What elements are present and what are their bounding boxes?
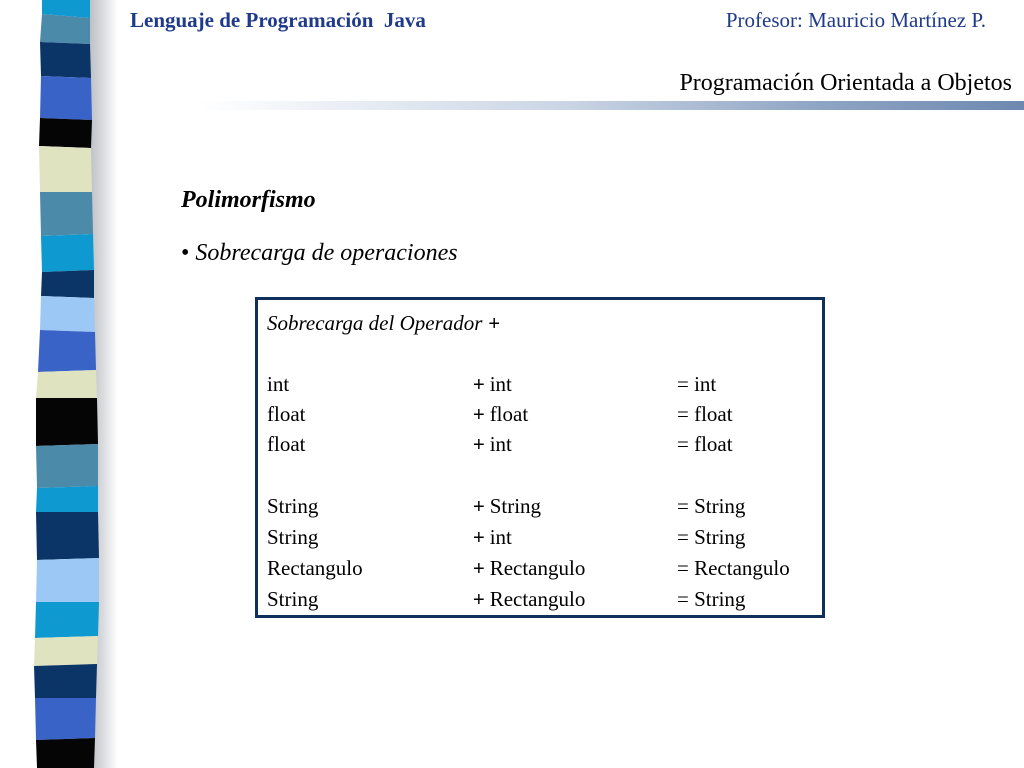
bullet-symbol: •: [181, 240, 190, 266]
bullet-text: Sobrecarga de operaciones: [195, 240, 458, 266]
section-heading: Polimorfismo: [181, 187, 316, 213]
table-caption: [267, 311, 500, 336]
equals-symbol: =: [677, 402, 689, 426]
equals-symbol: =: [677, 556, 689, 580]
decorative-stripe: [0, 0, 100, 768]
plus-symbol: +: [473, 589, 485, 611]
slide-subtitle: Programación Orientada a Objetos: [679, 70, 1012, 96]
course-title: Lenguaje de Programación Java: [130, 8, 426, 32]
stripe-band: [40, 76, 92, 120]
right-operand-cell: [473, 525, 512, 550]
stripe-band: [39, 146, 92, 192]
right-operand-cell: [473, 587, 585, 612]
stripe-band: [34, 664, 97, 698]
equals-symbol: =: [677, 525, 689, 549]
result-type: Rectangulo: [694, 556, 790, 580]
left-operand: String: [267, 494, 319, 518]
left-operand: Rectangulo: [267, 556, 363, 580]
plus-symbol: +: [473, 404, 485, 426]
result-cell: [677, 402, 733, 427]
bullet-item: [181, 240, 458, 267]
equals-symbol: =: [677, 494, 689, 518]
caption-text: Sobrecarga del Operador: [267, 311, 483, 335]
stripe-band: [40, 296, 95, 332]
equals-symbol: =: [677, 432, 689, 456]
stripe-band: [36, 486, 98, 512]
result-type: String: [694, 587, 746, 611]
right-operand: int: [489, 372, 512, 396]
result-type: float: [694, 432, 733, 456]
result-cell: [677, 432, 733, 457]
result-cell: [677, 525, 745, 550]
result-type: String: [694, 494, 746, 518]
stripe-band: [36, 444, 98, 488]
plus-symbol: +: [473, 374, 485, 396]
stripe-band: [40, 42, 91, 78]
right-operand: Rectangulo: [489, 556, 586, 580]
left-operand: int: [267, 372, 290, 396]
left-operand: String: [267, 587, 319, 611]
stripe-band: [39, 118, 92, 148]
stripe-band: [40, 192, 93, 236]
stripe-band: [41, 270, 94, 298]
plus-symbol: +: [473, 558, 485, 580]
left-operand: String: [267, 525, 319, 549]
professor-name: Profesor: Mauricio Martínez P.: [725, 8, 986, 32]
stripe-graphic: [0, 0, 100, 768]
plus-symbol: +: [473, 434, 485, 456]
result-cell: [677, 372, 716, 397]
caption-operator: +: [488, 313, 501, 335]
left-operand: float: [267, 432, 306, 456]
result-type: int: [694, 372, 717, 396]
stripe-band: [36, 512, 99, 560]
right-operand-cell: [473, 372, 512, 397]
stripe-band: [36, 558, 99, 602]
stripe-band: [41, 234, 94, 272]
right-operand: float: [489, 402, 529, 426]
operator-table: [255, 297, 825, 618]
stripe-band: [36, 370, 97, 398]
stripe-band: [35, 698, 96, 740]
right-operand: String: [489, 494, 542, 518]
result-cell: [677, 494, 745, 519]
stripe-band: [36, 738, 95, 768]
equals-symbol: =: [677, 587, 689, 611]
right-operand: int: [489, 525, 512, 549]
right-operand-cell: [473, 556, 585, 581]
stripe-band: [34, 636, 98, 666]
result-type: float: [694, 402, 733, 426]
left-operand: float: [267, 402, 306, 426]
stripe-band: [38, 330, 96, 372]
stripe-band: [40, 14, 90, 44]
right-operand: Rectangulo: [489, 587, 586, 611]
result-type: String: [694, 525, 746, 549]
result-cell: [677, 556, 790, 581]
plus-symbol: +: [473, 527, 485, 549]
plus-symbol: +: [473, 496, 485, 518]
result-cell: [677, 587, 745, 612]
stripe-band: [36, 398, 98, 446]
right-operand-cell: [473, 402, 528, 427]
right-operand: int: [489, 432, 512, 456]
right-operand-cell: [473, 494, 541, 519]
stripe-band: [35, 602, 99, 638]
right-operand-cell: [473, 432, 512, 457]
header-divider: [200, 101, 1024, 110]
equals-symbol: =: [677, 372, 689, 396]
